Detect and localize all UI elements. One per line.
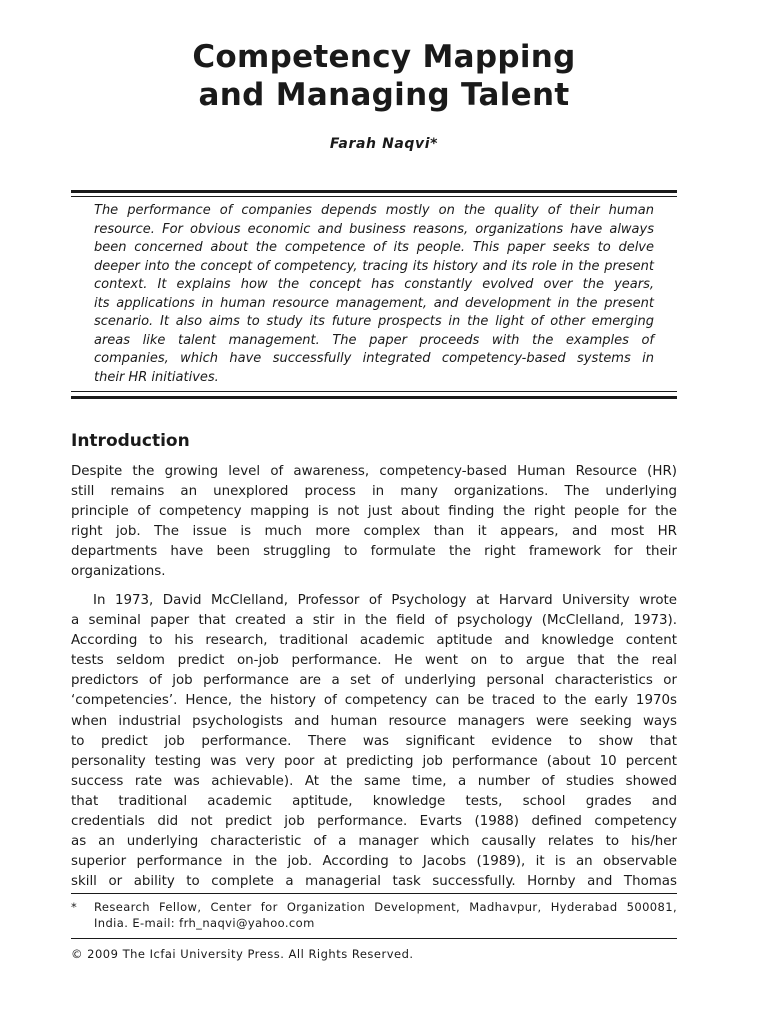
abstract-top-rule: [71, 190, 677, 193]
abstract-line: The performance of companies depends mostly on the quality of their human: [94, 203, 654, 218]
paragraph-line: as an underlying characteristic of a manager which causally relates to his/her: [71, 834, 677, 850]
abstract-line: companies, which have successfully integrated competency-based systems in: [94, 351, 654, 366]
copyright-notice: © 2009 The Icfai University Press. All Rights Reserved.: [71, 947, 414, 961]
footnote-rule: [71, 893, 677, 894]
paragraph-line: when industrial psychologists and human resource managers were seeking ways: [71, 713, 677, 729]
author-name: Farah Naqvi*: [329, 136, 439, 152]
footnote-line: Research Fellow, Center for Organization Development, Madhavpur, Hyderabad 500081,: [94, 900, 677, 914]
abstract-bottom-rule-thin: [71, 391, 677, 392]
title-line-1: Competency Mapping: [192, 39, 576, 75]
abstract-top-rule-thin: [71, 196, 677, 197]
paper-title: [0, 38, 768, 114]
paragraph-line: success rate was achievable). At the same time, a number of studies showed: [71, 773, 677, 789]
copyright-rule: [71, 938, 677, 939]
footnote-marker: *: [71, 900, 78, 914]
paragraph-line: In 1973, David McClelland, Professor of Psychology at Harvard University wrote: [93, 593, 677, 608]
abstract: [94, 202, 654, 387]
footnote: [71, 899, 677, 931]
paragraph-line: departments have been struggling to formulate the right framework for their: [71, 544, 677, 560]
section-heading-introduction: Introduction: [71, 431, 190, 451]
abstract-bottom-rule: [71, 396, 677, 399]
paragraph-line: that traditional academic aptitude, knowledge tests, school grades and: [71, 793, 677, 809]
paragraph-line: According to his research, traditional academic aptitude and knowledge content: [71, 633, 677, 649]
paragraph-line: predictors of job performance are a set of underlying personal characteristics or: [71, 673, 677, 689]
abstract-line: been concerned about the competence of its people. This paper seeks to delve: [94, 240, 654, 255]
title-line-2: and Managing Talent: [198, 77, 570, 113]
abstract-line: scenario. It also aims to study its future prospects in the light of other emerging: [94, 314, 654, 329]
footnote-line: India. E-mail: frh_naqvi@yahoo.com: [94, 916, 315, 930]
abstract-line: areas like talent management. The paper proceeds with the examples of: [94, 332, 654, 348]
paragraph-line: credentials did not predict job performance. Evarts (1988) defined competency: [71, 814, 677, 830]
paragraph-line: right job. The issue is much more complex than it appears, and most HR: [71, 524, 677, 540]
paragraph-line: personality testing was very poor at predicting job performance (about 10 percent: [71, 753, 677, 769]
paragraph-line: principle of competency mapping is not just about finding the right people for the: [71, 504, 677, 520]
abstract-line: deeper into the concept of competency, tracing its history and its role in the present: [94, 258, 654, 274]
intro-paragraph-2: [71, 591, 677, 892]
abstract-line: context. It explains how the concept has constantly evolved over the years,: [94, 277, 654, 292]
paragraph-line: Despite the growing level of awareness, competency-based Human Resource (HR): [71, 464, 677, 479]
paragraph-line: skill or ability to complete a managerial task successfully. Hornby and Thomas: [71, 874, 677, 890]
paragraph-line: tests seldom predict on-job performance. He went on to argue that the real: [71, 653, 677, 669]
paragraph-line: still remains an unexplored process in many organizations. The underlying: [71, 484, 677, 500]
paragraph-line: organizations.: [71, 564, 166, 580]
abstract-line: resource. For obvious economic and business reasons, organizations have always: [94, 221, 654, 237]
paragraph-line: to predict job performance. There was significant evidence to show that: [71, 733, 677, 749]
abstract-line: its applications in human resource management, and development in the present: [94, 295, 654, 311]
paragraph-line: ‘competencies’. Hence, the history of competency can be traced to the early 1970s: [71, 693, 677, 709]
intro-paragraph-1: [71, 462, 677, 583]
paragraph-line: superior performance in the job. According to Jacobs (1989), it is an observable: [71, 854, 677, 870]
abstract-line: their HR initiatives.: [94, 369, 219, 385]
paragraph-line: a seminal paper that created a stir in the field of psychology (McClelland, 1973).: [71, 613, 677, 629]
